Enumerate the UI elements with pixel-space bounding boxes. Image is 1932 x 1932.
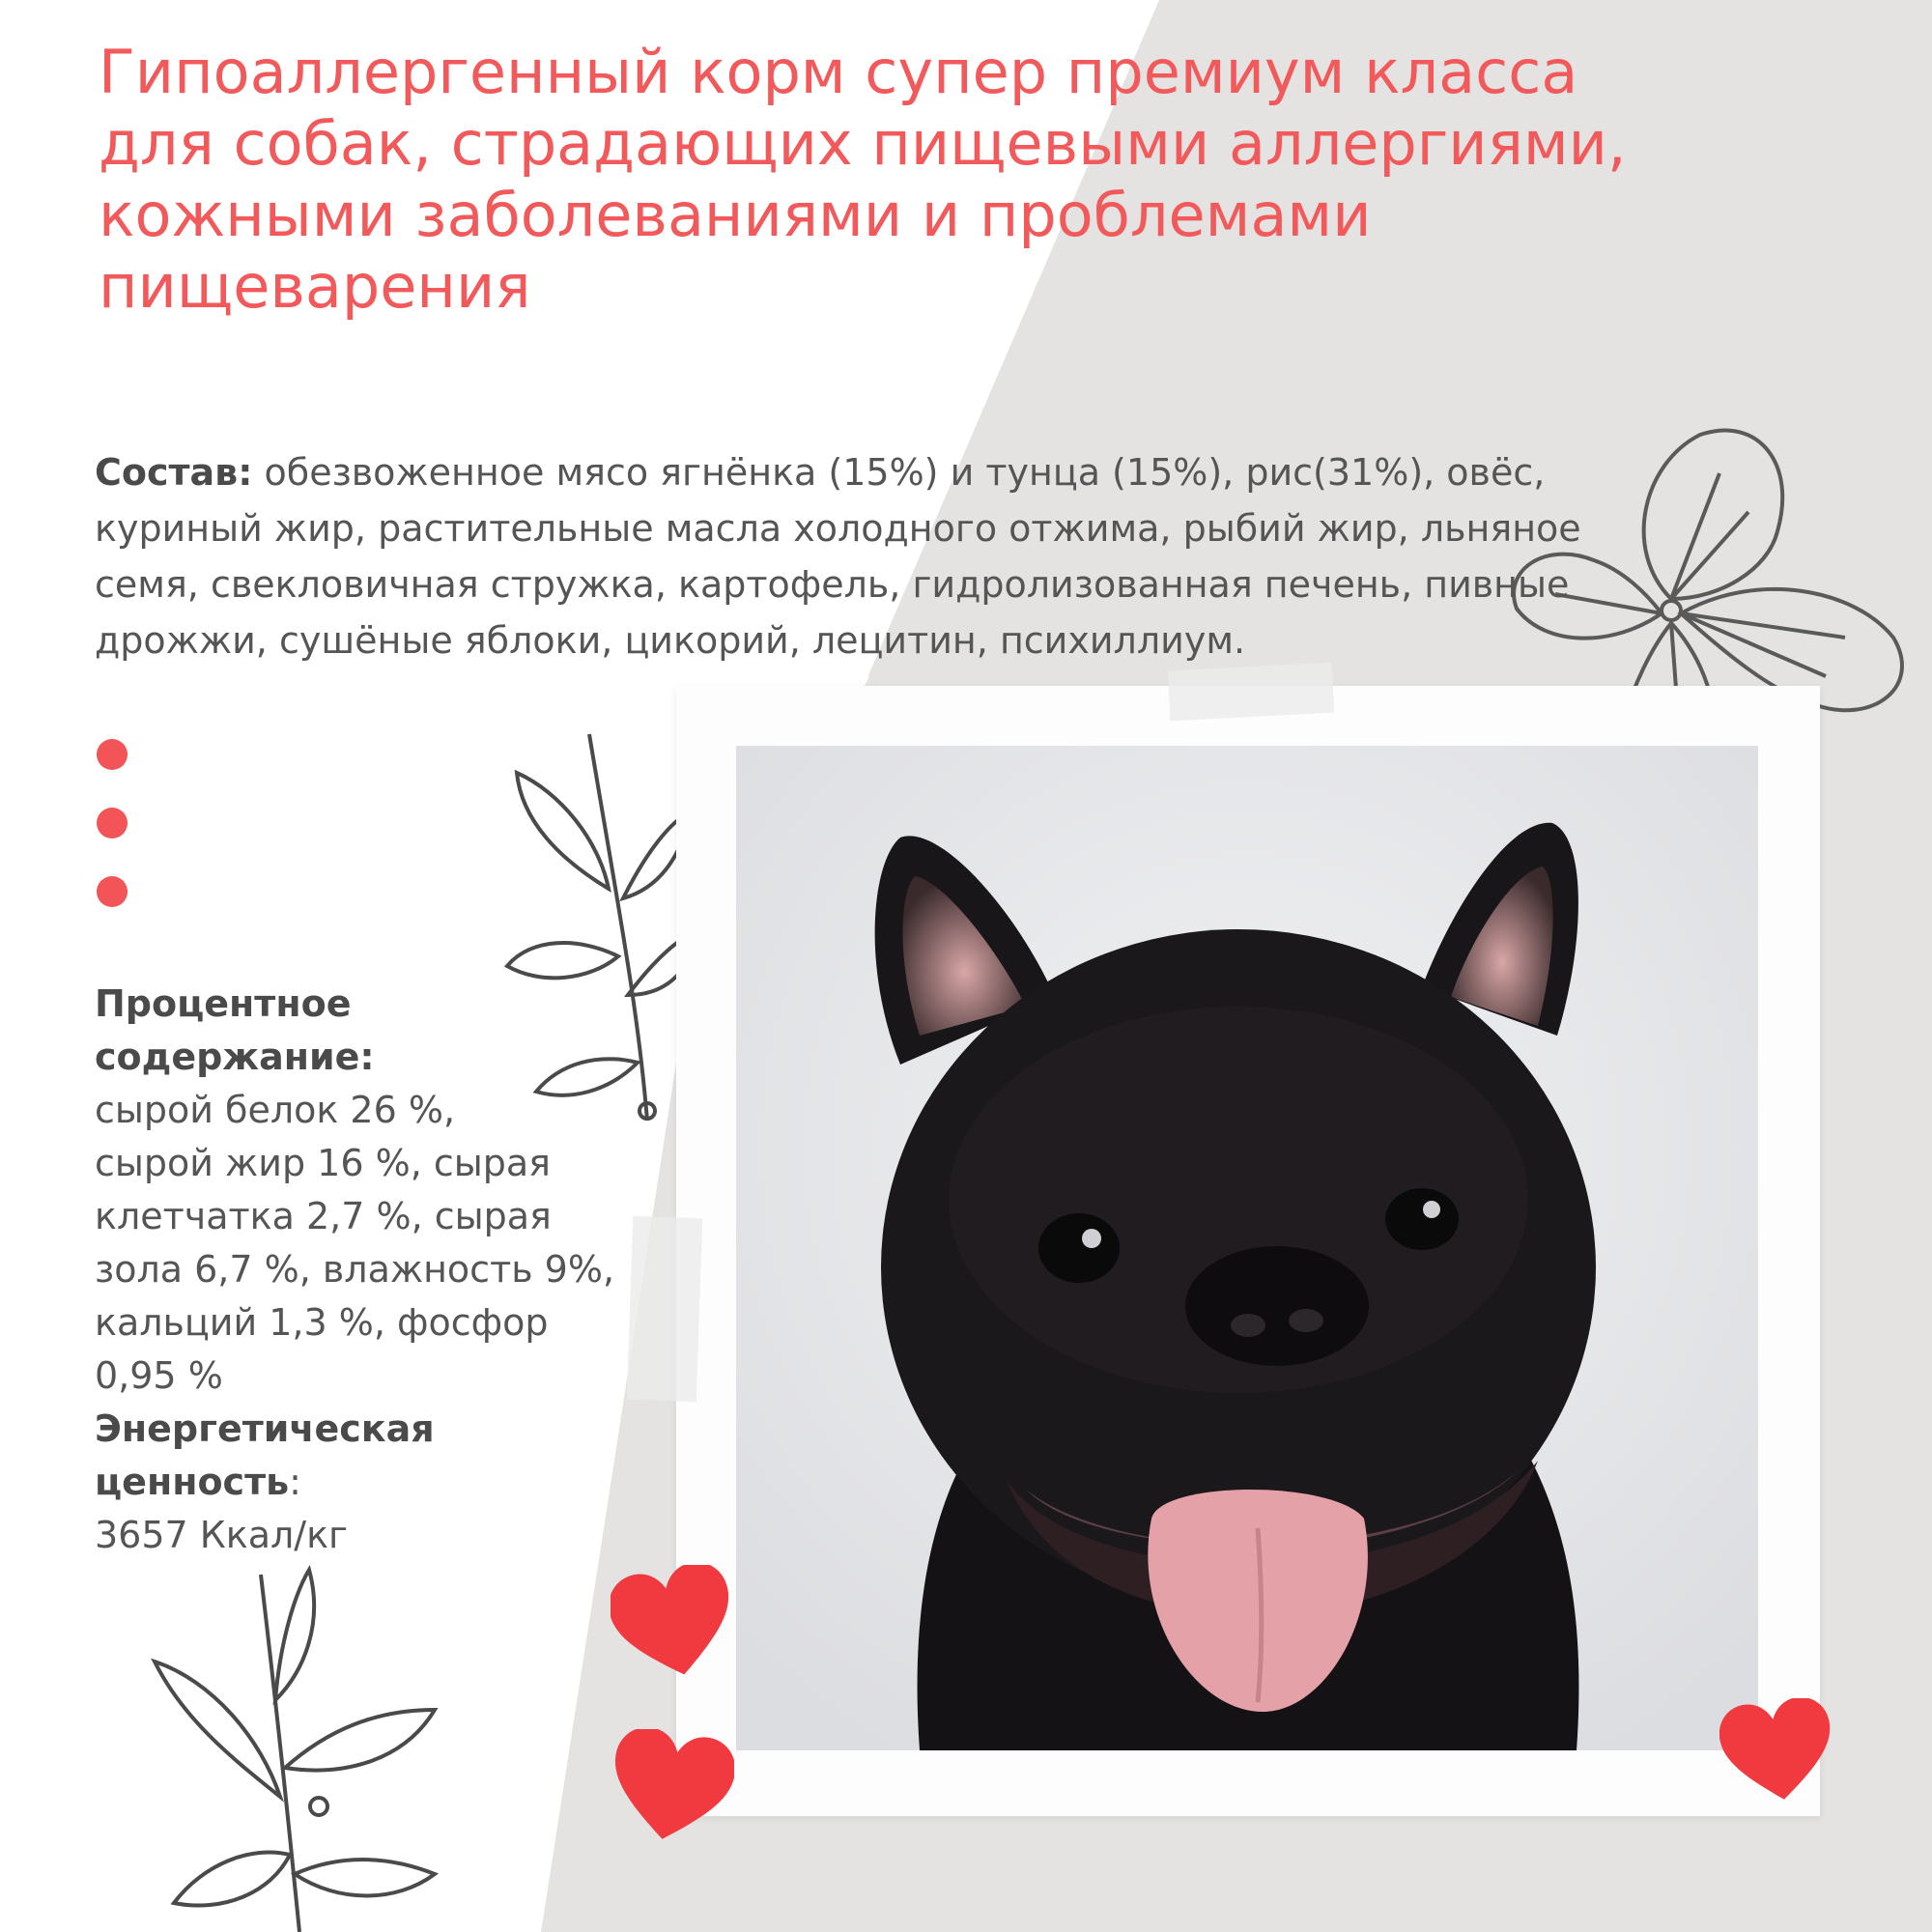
headline-line: кожными заболеваниями и проблемами xyxy=(99,180,1372,250)
photo-frame xyxy=(676,686,1820,1816)
tape-strip xyxy=(627,1216,703,1402)
nutrition-line: зола 6,7 %, влажность 9%, xyxy=(95,1248,615,1291)
nutrition-line: кальций 1,3 %, фосфор xyxy=(95,1301,549,1344)
nutrition-line: 0,95 % xyxy=(95,1354,223,1397)
energy-colon: : xyxy=(289,1461,301,1503)
energy-label-line xyxy=(95,1456,636,1509)
bullet-dot-icon xyxy=(97,876,128,907)
leaf-branch-icon xyxy=(145,1565,454,1932)
headline xyxy=(99,37,1915,323)
nutrition-block xyxy=(95,978,636,1562)
headline-line: Гипоаллергенный корм супер премиум класса xyxy=(99,37,1578,107)
nutrition-line: сырой белок 26 %, xyxy=(95,1089,456,1131)
composition-label: Состав: xyxy=(95,451,253,494)
composition-line: семя, свекловичная стружка, картофель, гидролизованная печень, пивные xyxy=(95,563,1570,606)
energy-value: 3657 Ккал/кг xyxy=(95,1514,349,1556)
nutrition-line: сырой жир 16 %, сырая xyxy=(95,1142,552,1184)
tape-strip xyxy=(1168,663,1334,722)
bullet-dot-icon xyxy=(97,739,128,770)
nutrition-label: Процентное xyxy=(95,982,352,1025)
composition-text xyxy=(95,444,1737,668)
composition-line xyxy=(95,444,1737,500)
headline-line: пищеварения xyxy=(99,251,531,322)
heart-icon xyxy=(609,1729,734,1845)
nutrition-label: содержание: xyxy=(95,1036,375,1078)
french-bulldog-illustration xyxy=(736,746,1758,1750)
heart-icon xyxy=(611,1565,736,1681)
energy-label: Энергетическая xyxy=(95,1407,435,1450)
heart-icon xyxy=(1719,1698,1835,1804)
energy-label: ценность xyxy=(95,1461,290,1503)
bullet-dot-icon xyxy=(97,808,128,838)
headline-line: для собак, страдающих пищевыми аллергиями, xyxy=(99,108,1627,179)
composition-text-start: обезвоженное мясо ягнёнка (15%) и тунца (15%), рис(31%), овёс, xyxy=(252,451,1546,494)
composition-line: дрожжи, сушёные яблоки, цикорий, лецитин, психиллиум. xyxy=(95,619,1246,662)
dog-photo xyxy=(736,746,1758,1750)
nutrition-line: клетчатка 2,7 %, сырая xyxy=(95,1195,552,1237)
composition-line: куриный жир, растительные масла холодного отжима, рыбий жир, льняное xyxy=(95,507,1581,550)
bullet-list xyxy=(97,739,128,945)
